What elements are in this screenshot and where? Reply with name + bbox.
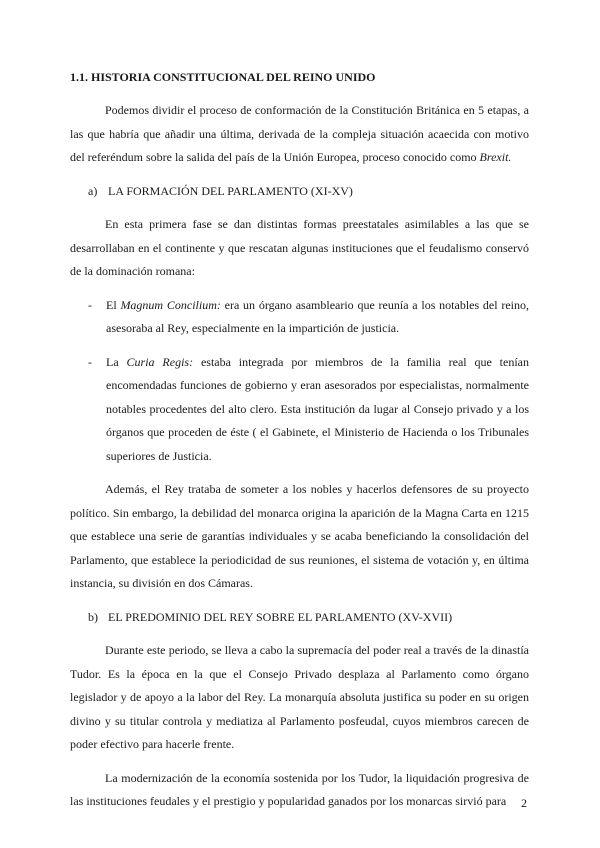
section-b-heading <box>88 606 529 630</box>
section-b-paragraph-2: La modernización de la economía sostenida por los Tudor, la liquidación progresiva de las instituciones feudales y el prestigio y popularidad ganados por los monarcas sirvió para <box>70 770 529 808</box>
section-heading-main: 1.1. HISTORIA CONSTITUCIONAL DEL REINO UNIDO <box>70 70 376 84</box>
section-a-marker: a) <box>88 183 98 198</box>
magnum-concilium-term: Magnum Concilium: <box>120 297 221 312</box>
intro-paragraph <box>70 99 529 170</box>
brexit-term: Brexit. <box>479 150 512 164</box>
list-dash: - <box>88 354 92 369</box>
list-item-prefix: La <box>106 354 127 369</box>
list-item-text: estaba integrada por miembros de la familia real que tenían encomendadas funciones de gobierno y eran asesorados por especialistas, normalmente notables procedentes del alto clero. Esta institución da lugar al Consejo privado y a los órganos que proceden de éste ( el Gabinete, el Ministerio de Hacienda o los Tribunales superiores de Justicia. <box>106 354 530 463</box>
section-a-title: LA FORMACIÓN DEL PARLAMENTO (XI-XV) <box>108 183 353 198</box>
list-item <box>70 294 529 341</box>
section-b-title: EL PREDOMINIO DEL REY SOBRE EL PARLAMENTO (XV-XVII) <box>108 609 453 624</box>
list-dash: - <box>88 297 92 312</box>
intro-text: Podemos dividir el proceso de conformación de la Constitución Británica en 5 etapas, a las que habría que añadir una última, derivada de la compleja situación acaecida con motivo del referéndum sobre la salida del país de la Unión Europea, proceso conocido como <box>70 103 529 164</box>
section-a-paragraph-1: En esta primera fase se dan distintas formas preestatales asimilables a las que se desarrollaban en el continente y que rescatan algunas instituciones que el feudalismo conservó de la dominación romana: <box>70 217 529 278</box>
section-a-heading <box>88 180 529 204</box>
section-b-paragraph-1: Durante este periodo, se lleva a cabo la supremacía del poder real a través de la dinastía Tudor. Es la época en la que el Consejo Privado desplaza al Parlamento como órgano legislador y de apoyo a la labor del Rey. La monarquía absoluta justifica su poder en su origen divino y su titular controla y mediatiza al Parlamento posfeudal, cuyos miembros carecen de poder efectivo para hacerle frente. <box>70 643 529 751</box>
section-b-marker: b) <box>88 609 98 624</box>
curia-regis-term: Curia Regis: <box>126 354 194 369</box>
section-a-paragraph-2: Además, el Rey trataba de someter a los nobles y hacerlos defensores de su proyecto político. Sin embargo, la debilidad del monarca origina la aparición de la Magna Carta en 1215 que establece una serie de garantías individuales y se acaba beneficiando la consolidación del Parlamento, que establece la periodicidad de sus reuniones, el sistema de votación y, en última instancia, su división en dos Cámaras. <box>70 482 529 590</box>
document-page <box>70 66 529 824</box>
page-number: 2 <box>521 796 527 810</box>
institutions-list <box>70 294 529 469</box>
list-item-text: era un órgano asambleario que reunía a los notables del reino, asesoraba al Rey, especialmente en la impartición de justicia. <box>106 297 530 335</box>
list-item-prefix: El <box>106 297 121 312</box>
list-item <box>70 351 529 469</box>
